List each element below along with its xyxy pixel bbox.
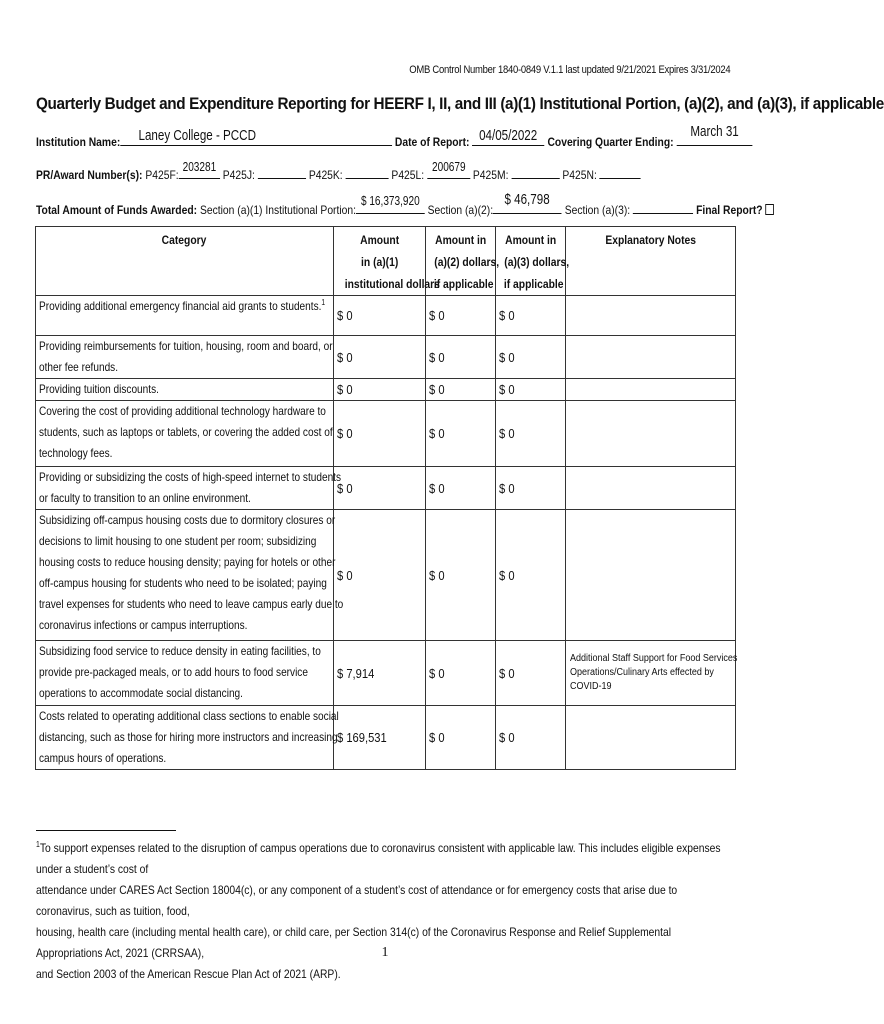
a1-amount-cell[interactable] [334, 641, 426, 706]
a3-amount-cell[interactable] [496, 379, 566, 401]
quarter-value: March 31 [690, 123, 739, 140]
p425f-value: 203281 [182, 159, 217, 174]
table-header-row [36, 227, 736, 296]
p425m-field[interactable] [511, 165, 559, 179]
explanatory-note-cell[interactable] [566, 641, 736, 706]
p425f-field[interactable] [179, 159, 220, 179]
a3-amount-value: $ 0 [499, 382, 515, 397]
explanatory-note-cell[interactable] [566, 296, 736, 336]
category-line: Subsidizing food service to reduce density in eating facilities, to [39, 644, 321, 658]
note-line: Additional Staff Support for Food Services [570, 653, 738, 664]
table-row [36, 296, 736, 336]
date-value: 04/05/2022 [479, 127, 538, 144]
a1-portion-field[interactable] [356, 193, 425, 214]
category-line: off-campus housing for students who need to be isolated; paying [39, 576, 327, 590]
category-cell [36, 706, 339, 770]
a2-amount-cell[interactable] [426, 467, 496, 510]
a1-amount-cell[interactable] [334, 401, 426, 467]
p425l-value: 200679 [431, 159, 466, 174]
footnote-reference: 1 [321, 298, 326, 307]
category-cell [36, 296, 334, 336]
a3-amount-cell[interactable] [496, 336, 566, 379]
omb-control-number: OMB Control Number 1840-0849 V.1.1 last updated 9/21/2021 Expires 3/31/2024 [408, 64, 730, 76]
a2-amount-value: $ 0 [429, 426, 445, 441]
a2-amount-cell[interactable] [426, 706, 496, 770]
a3-amount-cell[interactable] [496, 467, 566, 510]
header-a2-amount: Amount in (a)(2) dollars, if applicable [426, 227, 496, 296]
category-line: operations to accommodate social distancing. [39, 686, 243, 700]
a3-amount-cell[interactable] [496, 510, 566, 641]
pr-award-label: PR/Award Number(s): [36, 168, 143, 182]
final-report-checkbox[interactable] [765, 204, 774, 215]
a1-amount-cell[interactable] [334, 510, 426, 641]
header-a1-amount: Amount in (a)(1) institutional dollars [334, 227, 426, 296]
a1-portion-value: $ 16,373,920 [361, 193, 420, 208]
category-cell [36, 401, 334, 467]
table-row [36, 706, 736, 770]
footnote-mark: 1 [36, 840, 40, 849]
a2-amount-value: $ 0 [429, 730, 445, 745]
a1-amount-cell[interactable] [334, 296, 426, 336]
table-row [36, 401, 736, 467]
category-cell [36, 467, 342, 510]
note-line: Operations/Culinary Arts effected by [570, 667, 714, 678]
a3-amount-value: $ 0 [499, 567, 515, 583]
institution-row [36, 123, 752, 149]
table-row [36, 379, 736, 401]
footnote [36, 838, 733, 985]
category-line: Providing reimbursements for tuition, housing, room and board, or [39, 339, 333, 353]
a2-amount-value: $ 0 [429, 567, 445, 583]
footnote-divider [36, 830, 176, 831]
a2-amount-cell[interactable] [426, 379, 496, 401]
a2-amount-cell[interactable] [426, 401, 496, 467]
explanatory-note-cell[interactable] [566, 401, 736, 467]
p425n-label: P425N: [562, 168, 597, 182]
a3-amount-cell[interactable] [496, 401, 566, 467]
table-row [36, 510, 736, 641]
a2-amount-value: $ 0 [429, 665, 445, 681]
explanatory-note-cell[interactable] [566, 467, 736, 510]
category-line: Covering the cost of providing additional technology hardware to [39, 404, 326, 418]
a1-amount-value: $ 0 [337, 480, 353, 496]
a1-portion-label: Section (a)(1) Institutional Portion: [199, 203, 357, 217]
expenditure-table [35, 226, 736, 770]
a1-amount-value: $ 0 [337, 567, 353, 583]
a1-amount-value: $ 7,914 [337, 665, 375, 681]
category-cell [36, 379, 334, 401]
p425l-label: P425L: [391, 168, 425, 182]
a3-amount-cell[interactable] [496, 706, 566, 770]
institution-field[interactable] [120, 127, 392, 146]
a2-label: Section (a)(2): [427, 203, 494, 217]
a3-amount-cell[interactable] [496, 641, 566, 706]
explanatory-note-cell[interactable] [566, 336, 736, 379]
page-title: Quarterly Budget and Expenditure Reporting for HEERF I, II, and III (a)(1) Institutional Portion, (a)(2), and (a)(3), if applicable [36, 94, 884, 113]
footnote-line: To support expenses related to the disruption of campus operations due to coronavirus consistent with applicable law. This includes eligible expenses under a student’s cost of [36, 841, 721, 876]
category-line: housing costs to reduce housing density; paying for hotels or other [39, 555, 336, 569]
note-line: COVID-19 [570, 681, 612, 692]
category-line: other fee refunds. [39, 360, 119, 374]
p425k-field[interactable] [346, 165, 389, 179]
header-category: Category [36, 227, 334, 296]
a1-amount-cell[interactable] [334, 467, 426, 510]
category-cell [36, 641, 334, 706]
final-report-label: Final Report? [696, 203, 763, 217]
page-number: 1 [381, 945, 389, 960]
a1-amount-cell[interactable] [334, 706, 426, 770]
explanatory-note-cell[interactable] [566, 379, 736, 401]
a2-amount-cell[interactable] [426, 641, 496, 706]
category-line: Providing additional emergency financial aid grants to students. [39, 299, 322, 313]
header-a3-amount: Amount in (a)(3) dollars, if applicable [496, 227, 566, 296]
p425f-label: P425F: [145, 168, 179, 182]
category-line: or faculty to transition to an online environment. [39, 491, 251, 505]
p425m-label: P425M: [472, 168, 509, 182]
a2-amount-value: $ 0 [429, 308, 445, 323]
category-line: provide pre-packaged meals, or to add hours to food service [39, 665, 308, 679]
category-line: Costs related to operating additional class sections to enable social [39, 709, 339, 723]
a1-amount-value: $ 169,531 [337, 730, 387, 745]
table-row [36, 467, 736, 510]
category-line: travel expenses for students who need to leave campus early due to [39, 597, 344, 611]
category-line: coronavirus infections or campus interruptions. [39, 618, 248, 632]
table-row [36, 336, 736, 379]
category-line: students, such as laptops or tablets, or covering the added cost of [39, 425, 333, 439]
a3-amount-cell[interactable] [496, 296, 566, 336]
a3-field[interactable] [633, 200, 693, 214]
category-line: campus hours of operations. [39, 751, 167, 765]
category-line: decisions to limit housing to one student per room; subsidizing [39, 534, 317, 548]
a1-amount-value: $ 0 [337, 382, 353, 397]
explanatory-note-cell[interactable] [566, 706, 736, 770]
category-line: Subsidizing off-campus housing costs due to dormitory closures or [39, 513, 336, 527]
institution-label: Institution Name: [36, 135, 121, 149]
footnote-line: and Section 2003 of the American Rescue Plan Act of 2021 (ARP). [36, 967, 341, 981]
a2-field[interactable] [493, 191, 562, 214]
a2-amount-value: $ 0 [429, 382, 445, 397]
a3-amount-value: $ 0 [499, 665, 515, 681]
a3-amount-value: $ 0 [499, 349, 515, 365]
a3-amount-value: $ 0 [499, 480, 515, 496]
explanatory-note-cell[interactable] [566, 510, 736, 641]
a3-amount-value: $ 0 [499, 308, 515, 323]
a1-amount-value: $ 0 [337, 308, 353, 323]
table-row [36, 641, 736, 706]
p425n-field[interactable] [600, 165, 641, 179]
quarter-field[interactable] [676, 123, 752, 146]
category-line: distancing, such as those for hiring more instructors and increasing [39, 730, 338, 744]
category-line: Providing or subsidizing the costs of high-speed internet to students [39, 470, 342, 484]
a2-value: $ 46,798 [504, 191, 551, 208]
category-cell [36, 336, 334, 379]
footnote-line: attendance under CARES Act Section 18004(c), or any component of a student’s cost of attendance or for emergency costs that arise due to coronavirus, such as tuition, food, [36, 883, 678, 918]
p425l-field[interactable] [427, 159, 470, 179]
date-label: Date of Report: [394, 135, 470, 149]
a2-amount-cell[interactable] [426, 510, 496, 641]
award-row [36, 159, 641, 182]
footnote-line: housing, health care (including mental health care), or child care, per Section 314(c) of the Coronavirus Response and Relief Supplemental Appropriations Act, 2021 (CRRSAA), [36, 925, 672, 960]
a2-amount-value: $ 0 [429, 349, 445, 365]
institution-value: Laney College - PCCD [138, 127, 256, 144]
a2-amount-cell[interactable] [426, 296, 496, 336]
a2-amount-cell[interactable] [426, 336, 496, 379]
a1-amount-cell[interactable] [334, 379, 426, 401]
a2-amount-value: $ 0 [429, 480, 445, 496]
category-line: technology fees. [39, 446, 113, 460]
date-field[interactable] [472, 127, 544, 146]
a3-amount-value: $ 0 [499, 730, 515, 745]
total-funds-label: Total Amount of Funds Awarded: [36, 203, 198, 217]
a3-label: Section (a)(3): [564, 203, 631, 217]
category-line: Providing tuition discounts. [39, 382, 159, 396]
quarter-label: Covering Quarter Ending: [547, 135, 674, 149]
a3-amount-value: $ 0 [499, 426, 515, 441]
p425j-label: P425J: [222, 168, 255, 182]
header-explanatory-notes: Explanatory Notes [566, 227, 736, 296]
p425j-field[interactable] [258, 165, 306, 179]
total-funds-row [36, 191, 774, 217]
a1-amount-cell[interactable] [334, 336, 426, 379]
p425k-label: P425K: [308, 168, 343, 182]
a1-amount-value: $ 0 [337, 426, 353, 441]
category-cell [36, 510, 344, 641]
a1-amount-value: $ 0 [337, 349, 353, 365]
